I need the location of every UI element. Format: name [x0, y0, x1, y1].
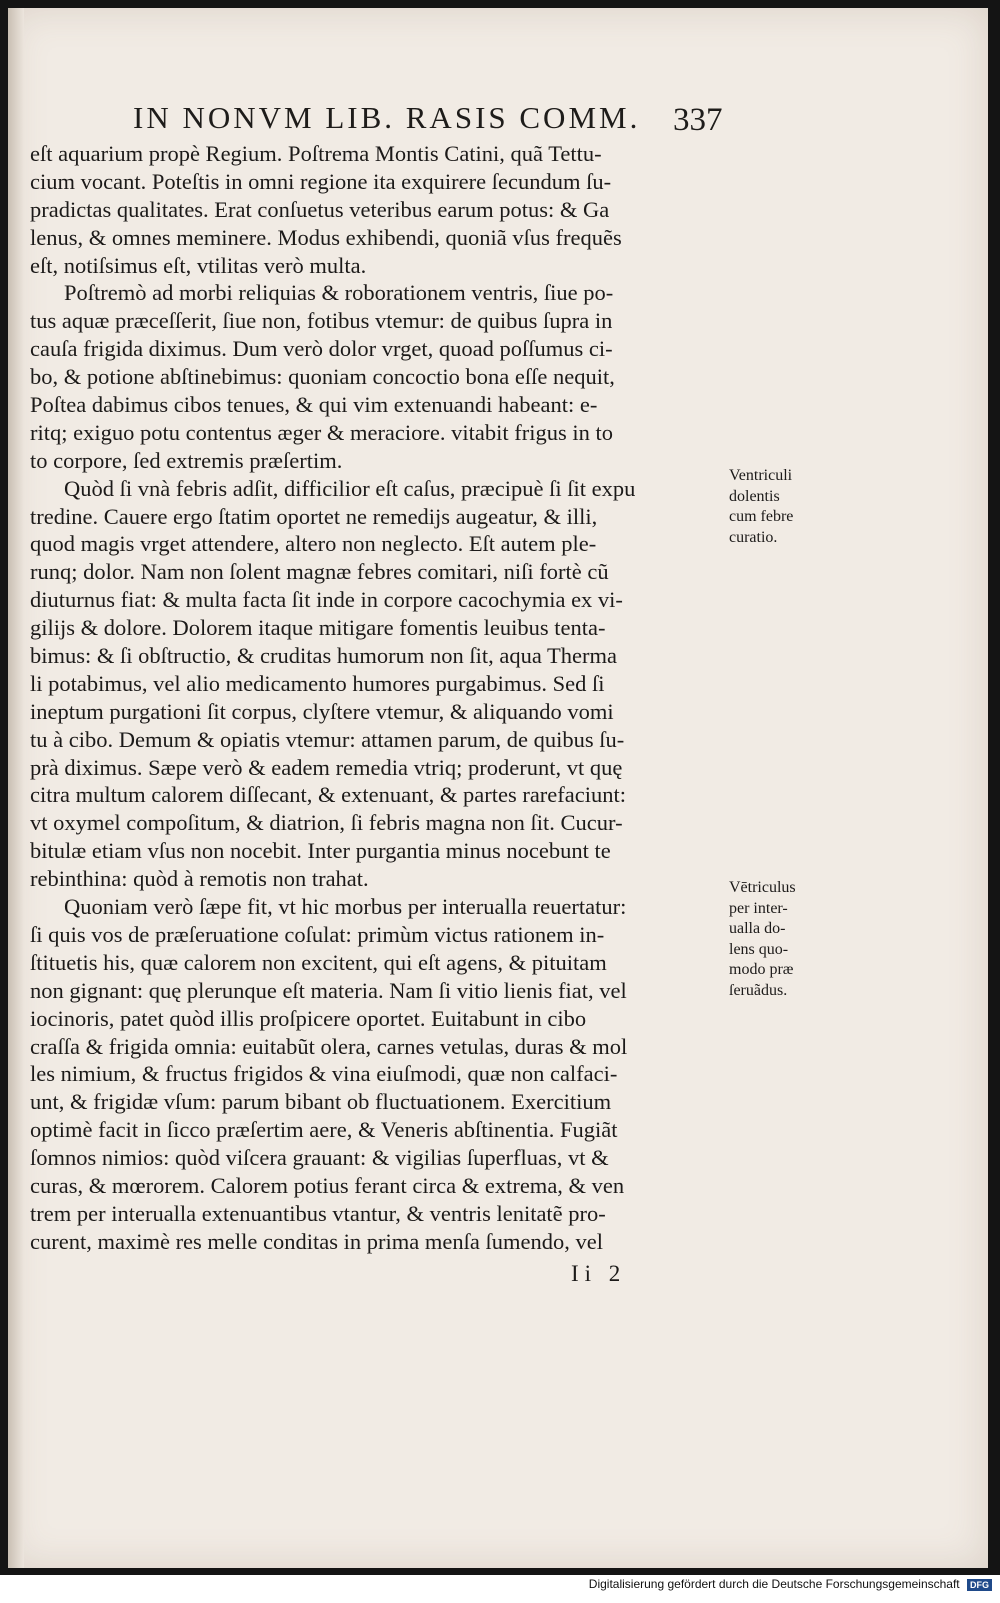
text-line: les nimium, & fructus frigidos & vina eiuſmodi, quæ non calfaci- — [30, 1061, 618, 1087]
text-line: to corpore, ſed extremis præſertim. — [30, 447, 343, 473]
paragraph-first-line: Quòd ſi vnà febris adſit, difficilior eſt caſus, præcipuè ſi ſit expu — [64, 475, 636, 501]
margin-note-line: Ventriculi — [729, 467, 793, 484]
margin-note-line: Vētriculus — [729, 879, 796, 896]
text-line: bimus: & ſi obſtructio, & cruditas humorum non ſit, aqua Therma — [30, 643, 617, 669]
credit-text: Digitalisierung gefördert durch die Deutsche Forschungsgemeinschaft — [588, 1577, 960, 1591]
text-line: iocinoris, patet quòd illis proſpicere oportet. Euitabunt in cibo — [30, 1005, 587, 1031]
text-line: ritq; exiguo potu contentus æger & meraciore. vitabit frigus in to — [30, 419, 614, 445]
text-line: ſtituetis his, quæ calorem non excitent, qui eſt agens, & pituitam — [30, 949, 607, 975]
text-line: optimè facit in ſicco præſertim aere, & Veneris abſtinentia. Fugiãt — [30, 1117, 618, 1143]
text-line: ineptum purgationi ſit corpus, clyſtere vtemur, & aliquando vomi — [30, 698, 614, 724]
text-line: tus aquæ præceſſerit, ſiue non, fotibus vtemur: de quibus ſupra in — [30, 308, 613, 334]
margin-note-line: curatio. — [729, 528, 778, 546]
digitization-credit — [0, 1577, 992, 1599]
margin-note — [729, 878, 829, 1001]
body-text — [30, 140, 730, 1256]
page-gutter-shadow — [8, 8, 24, 1568]
margin-note-line: lens quo- — [729, 940, 789, 958]
text-line: tredine. Cauere ergo ſtatim oportet ne remedijs augeatur, & illi, — [30, 503, 598, 529]
text-line: bitulæ etiam vſus non nocebit. Inter purgantia minus nocebunt te — [30, 838, 611, 864]
paragraph-first-line: Poſtremò ad morbi reliquias & roborationem ventris, ſiue po- — [64, 280, 614, 306]
text-line: craſſa & frigida omnia: euitabũt olera, carnes vetulas, duras & mol — [30, 1033, 628, 1059]
text-line: quod magis vrget attendere, altero non neglecto. Eſt autem ple- — [30, 531, 597, 557]
page-number: 337 — [673, 102, 723, 138]
margin-note — [729, 466, 829, 548]
dfg-logo: DFG — [967, 1579, 992, 1591]
text-line: unt, & frigidæ vſum: parum bibant ob fluctuationem. Exercitium — [30, 1089, 612, 1115]
book-page — [8, 8, 988, 1568]
text-line: Poſtea dabimus cibos tenues, & qui vim extenuandi habeant: e- — [30, 392, 598, 418]
text-line: eſt, notiſsimus eſt, vtilitas verò multa. — [30, 252, 367, 278]
text-line: vt oxymel compoſitum, & diatrion, ſi febris magna non ſit. Cucur- — [30, 810, 623, 836]
text-line: cium vocant. Poteſtis in omni regione ita exquirere ſecundum ſu- — [30, 168, 612, 194]
margin-note-line: ſeruãdus. — [729, 981, 788, 999]
margin-note-line: per inter- — [729, 899, 788, 917]
text-line: non gignant: quę plerunque eſt materia. Nam ſi vitio lienis fiat, vel — [30, 977, 627, 1003]
text-line: runq; dolor. Nam non ſolent magnæ febres comitari, niſi fortè cũ — [30, 559, 609, 585]
margin-note-line: cum febre — [729, 508, 794, 525]
text-line: diuturnus fiat: & multa facta ſit inde in corpore cacochymia ex vi- — [30, 587, 623, 613]
text-line: pradictas qualitates. Erat conſuetus veteribus earum potus: & Ga — [30, 196, 610, 222]
text-line: trem per interualla extenuantibus vtantur, & ventris lenitatẽ pro- — [30, 1200, 606, 1226]
text-line: citra multum calorem diſſecant, & extenuant, & partes rarefaciunt: — [30, 782, 627, 808]
paragraph-first-line: Quoniam verò ſæpe fit, vt hic morbus per interualla reuertatur: — [64, 894, 627, 920]
text-line: curent, maximè res melle conditas in prima menſa ſumendo, vel — [30, 1228, 603, 1254]
running-head: IN NONVM LIB. RASIS COMM. — [133, 100, 641, 135]
text-line: curas, & mœrorem. Calorem potius ferant circa & extrema, & ven — [30, 1172, 625, 1198]
margin-note-line: ualla do- — [729, 920, 786, 937]
text-line: rebinthina: quòd à remotis non trahat. — [30, 866, 369, 892]
text-line: lenus, & omnes meminere. Modus exhibendi, quoniã vſus frequẽs — [30, 224, 622, 250]
margin-note-line: modo præ — [729, 961, 794, 978]
text-line: cauſa frigida diximus. Dum verò dolor vrget, quoad poſſumus ci- — [30, 336, 613, 362]
text-line: eſt aquarium propè Regium. Poſtrema Montis Catini, quã Tettu- — [30, 141, 602, 166]
text-line: prà diximus. Sæpe verò & eadem remedia vtriq; proderunt, vt quę — [30, 754, 623, 780]
text-line: ſomnos nimios: quòd viſcera grauant: & vigilias ſuperfluas, vt & — [30, 1145, 609, 1171]
text-line: gilijs & dolore. Dolorem itaque mitigare fomentis leuibus tenta- — [30, 615, 606, 641]
text-line: ſi quis vos de præſeruatione coſulat: primùm victus rationem in- — [30, 921, 605, 947]
text-line: li potabimus, vel alio medicamento humores purgabimus. Sed ſi — [30, 670, 605, 696]
margin-note-line: dolentis — [729, 487, 780, 505]
signature-mark: Ii 2 — [571, 1261, 627, 1286]
text-line: bo, & potione abſtinebimus: quoniam concoctio bona eſſe nequit, — [30, 364, 615, 390]
text-line: tu à cibo. Demum & opiatis vtemur: attamen parum, de quibus ſu- — [30, 726, 625, 752]
